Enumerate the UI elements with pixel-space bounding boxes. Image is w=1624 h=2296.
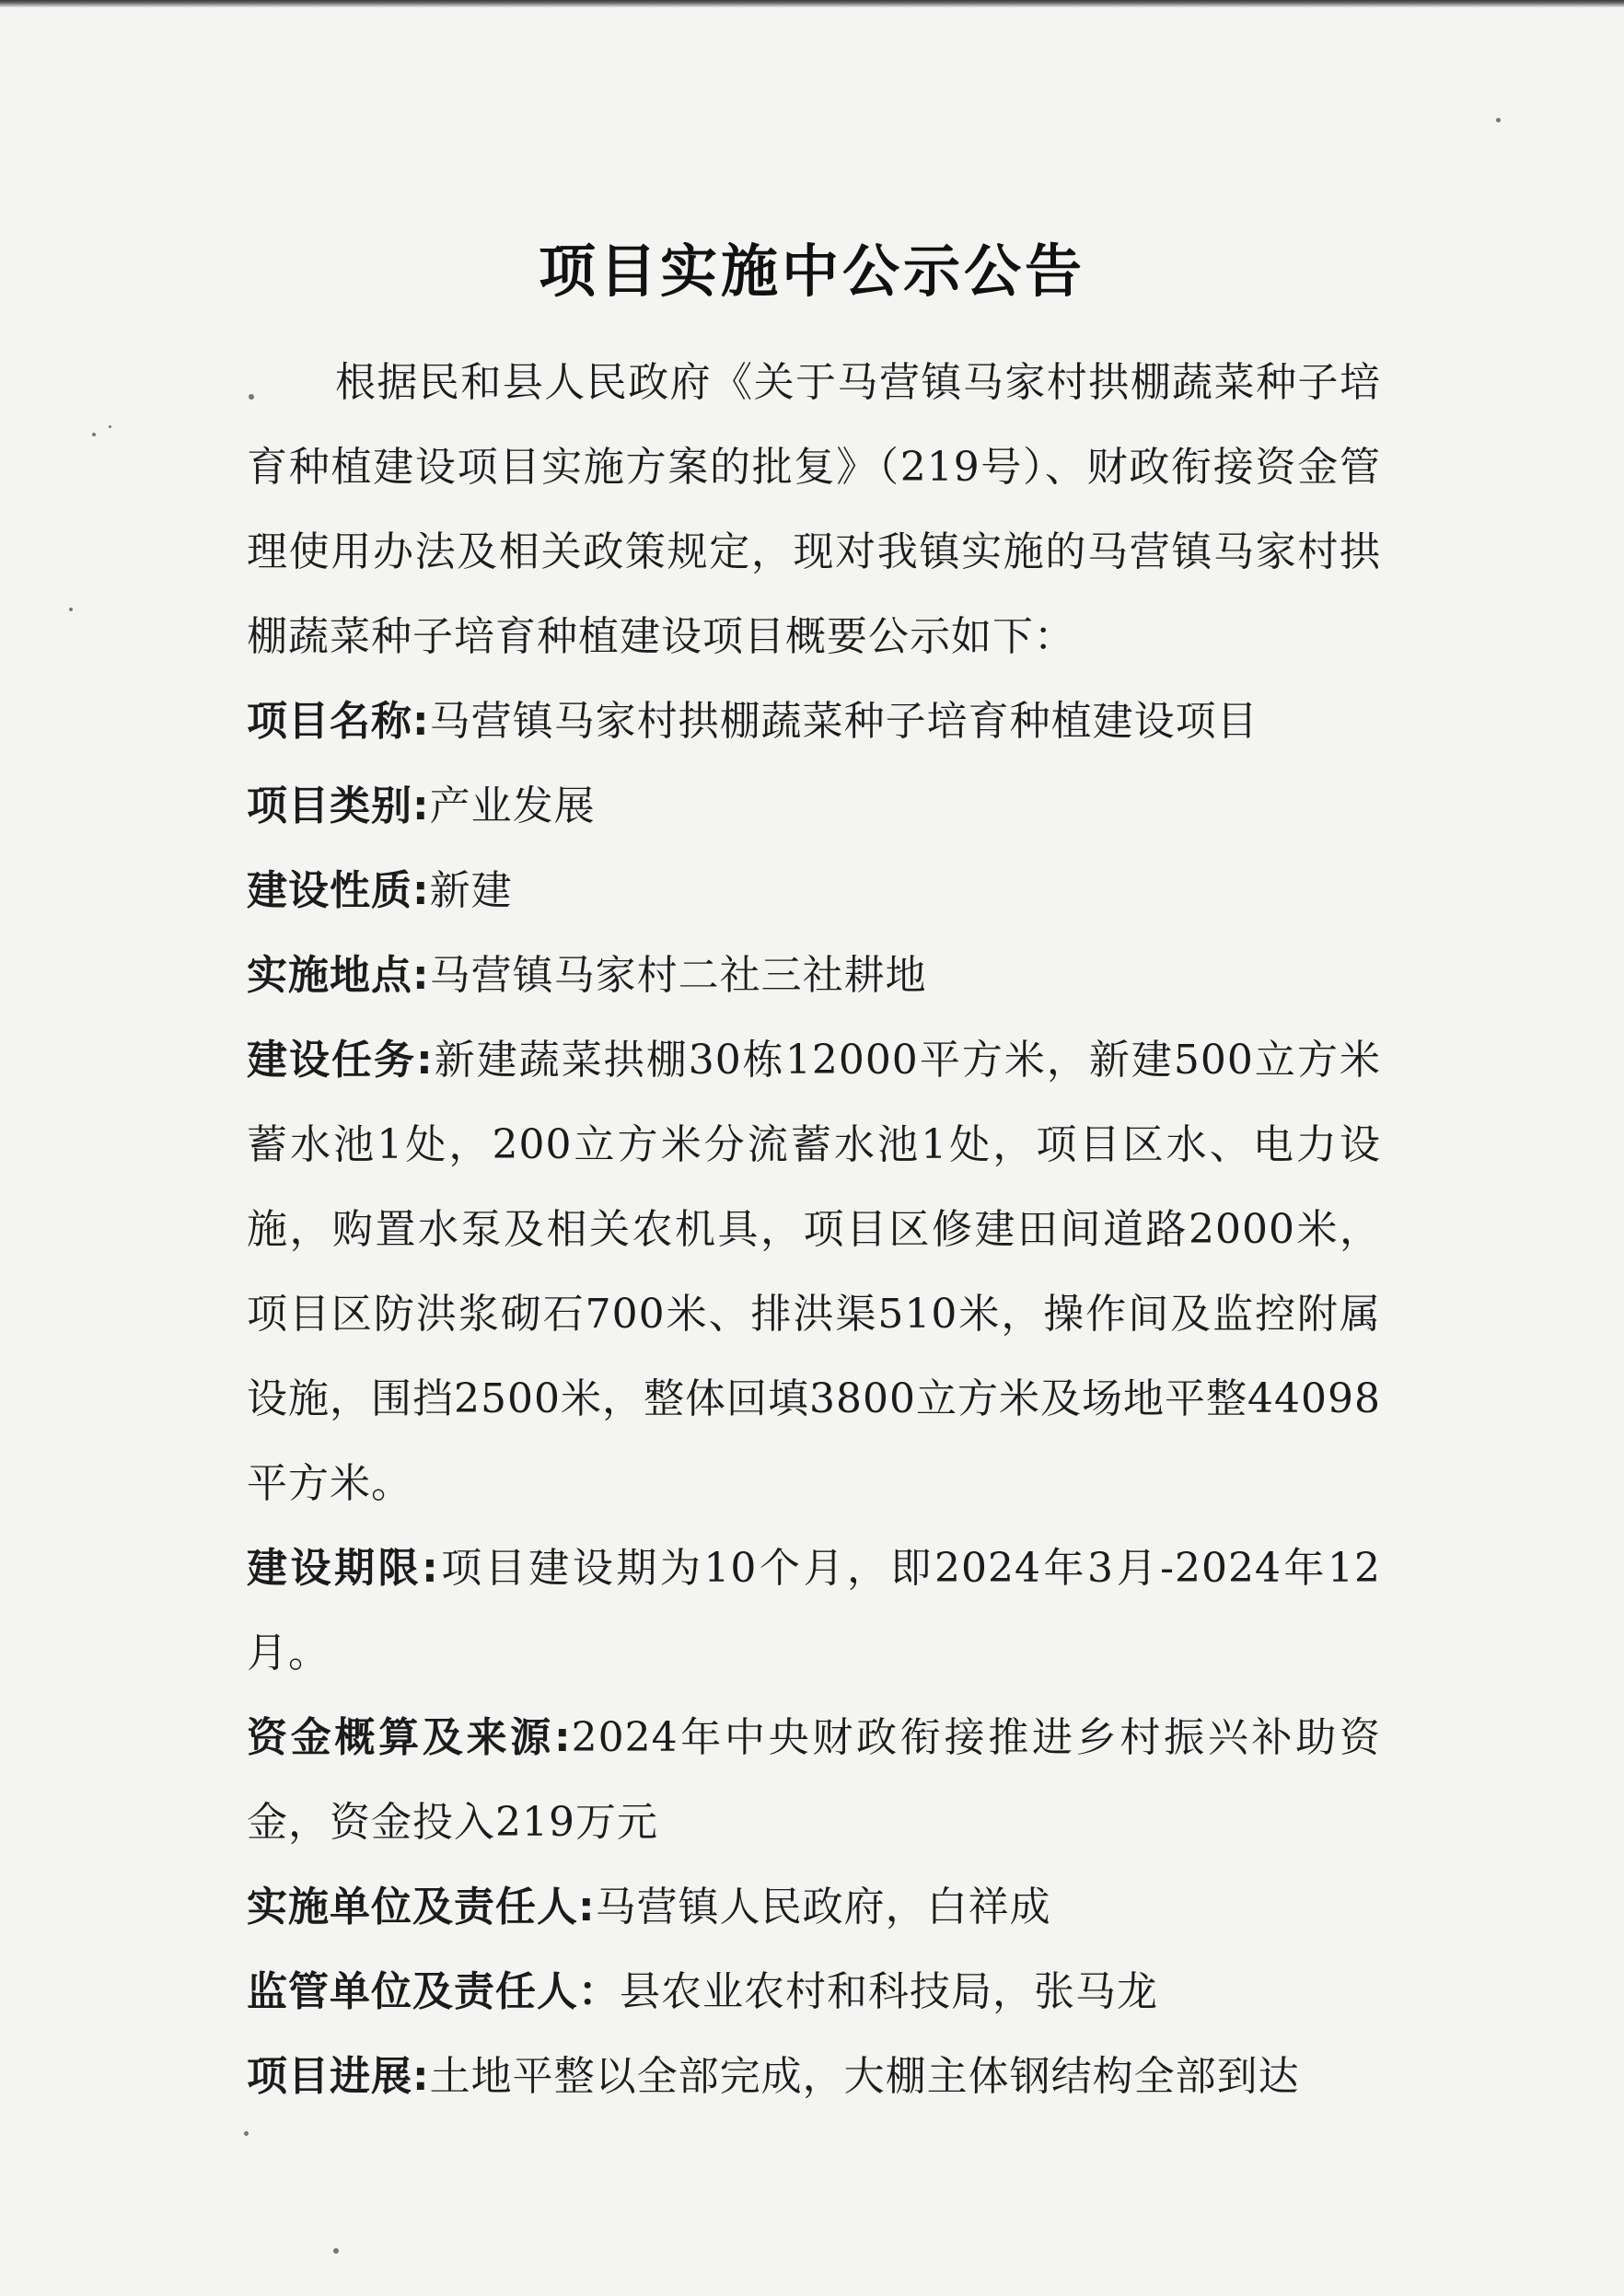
field-value: 2024年中央财政衔接推进乡村振兴补助资金，资金投入219万元	[247, 1714, 1381, 1846]
field-label: 建设任务:	[247, 1037, 434, 1084]
field-label: 建设期限:	[247, 1545, 439, 1592]
page-title: 项目实施中公示公告	[538, 238, 1085, 305]
field-label: 实施单位及责任人:	[247, 1884, 596, 1931]
scan-speck	[333, 2248, 339, 2254]
field-supervising-unit	[247, 1950, 1381, 2035]
scan-speck	[249, 394, 254, 400]
field-label: 项目进展:	[247, 2053, 430, 2100]
scan-speck	[92, 433, 96, 436]
field-funding	[247, 1696, 1381, 1865]
field-value: 马营镇马家村二社三社耕地	[429, 952, 927, 999]
scan-speck	[69, 608, 73, 611]
field-construction-period	[247, 1526, 1381, 1696]
field-project-category	[247, 764, 1381, 849]
field-value: 马营镇马家村拱棚蔬菜种子培育种植建设项目	[429, 698, 1259, 745]
field-location	[247, 933, 1381, 1018]
field-project-progress	[247, 2035, 1381, 2119]
scan-speck	[1496, 118, 1501, 122]
field-construction-tasks	[247, 1018, 1381, 1526]
field-label: 监管单位及责任人：	[247, 1968, 620, 2015]
scan-speck	[244, 2131, 249, 2136]
field-label: 建设性质:	[247, 867, 430, 914]
field-construction-nature	[247, 849, 1381, 933]
document-body	[247, 341, 1381, 2119]
field-value: 马营镇人民政府，白祥成	[595, 1884, 1051, 1931]
field-value: 新建	[429, 867, 513, 914]
scan-speck	[109, 425, 111, 428]
intro-paragraph: 根据民和县人民政府《关于马营镇马家村拱棚蔬菜种子培育种植建设项目实施方案的批复》（219号）、财政衔接资金管理使用办法及相关政策规定，现对我镇实施的马营镇马家村拱棚蔬菜种子培育种植建设项目概要公示如下：	[247, 359, 1381, 660]
field-implementing-unit	[247, 1865, 1381, 1950]
field-value: 项目建设期为10个月，即2024年3月-2024年12月。	[247, 1545, 1381, 1676]
field-value: 县农业农村和科技局，张马龙	[620, 1968, 1158, 2015]
field-value: 土地平整以全部完成，大棚主体钢结构全部到达	[429, 2053, 1300, 2100]
field-value: 新建蔬菜拱棚30栋12000平方米，新建500立方米蓄水池1处，200立方米分流蓄水池1处，项目区水、电力设施，购置水泵及相关农机具，项目区修建田间道路2000米，项目区防洪浆砌石700米、排洪渠510米，操作间及监控附属设施，围挡2500米，整体回填3800立方米及场地平整44098平方米。	[247, 1037, 1381, 1507]
field-label: 资金概算及来源:	[247, 1714, 572, 1761]
field-project-name	[247, 679, 1381, 764]
field-label: 实施地点:	[247, 952, 430, 999]
field-label: 项目类别:	[247, 783, 430, 829]
field-label: 项目名称:	[247, 698, 430, 745]
field-value: 产业发展	[429, 783, 596, 829]
